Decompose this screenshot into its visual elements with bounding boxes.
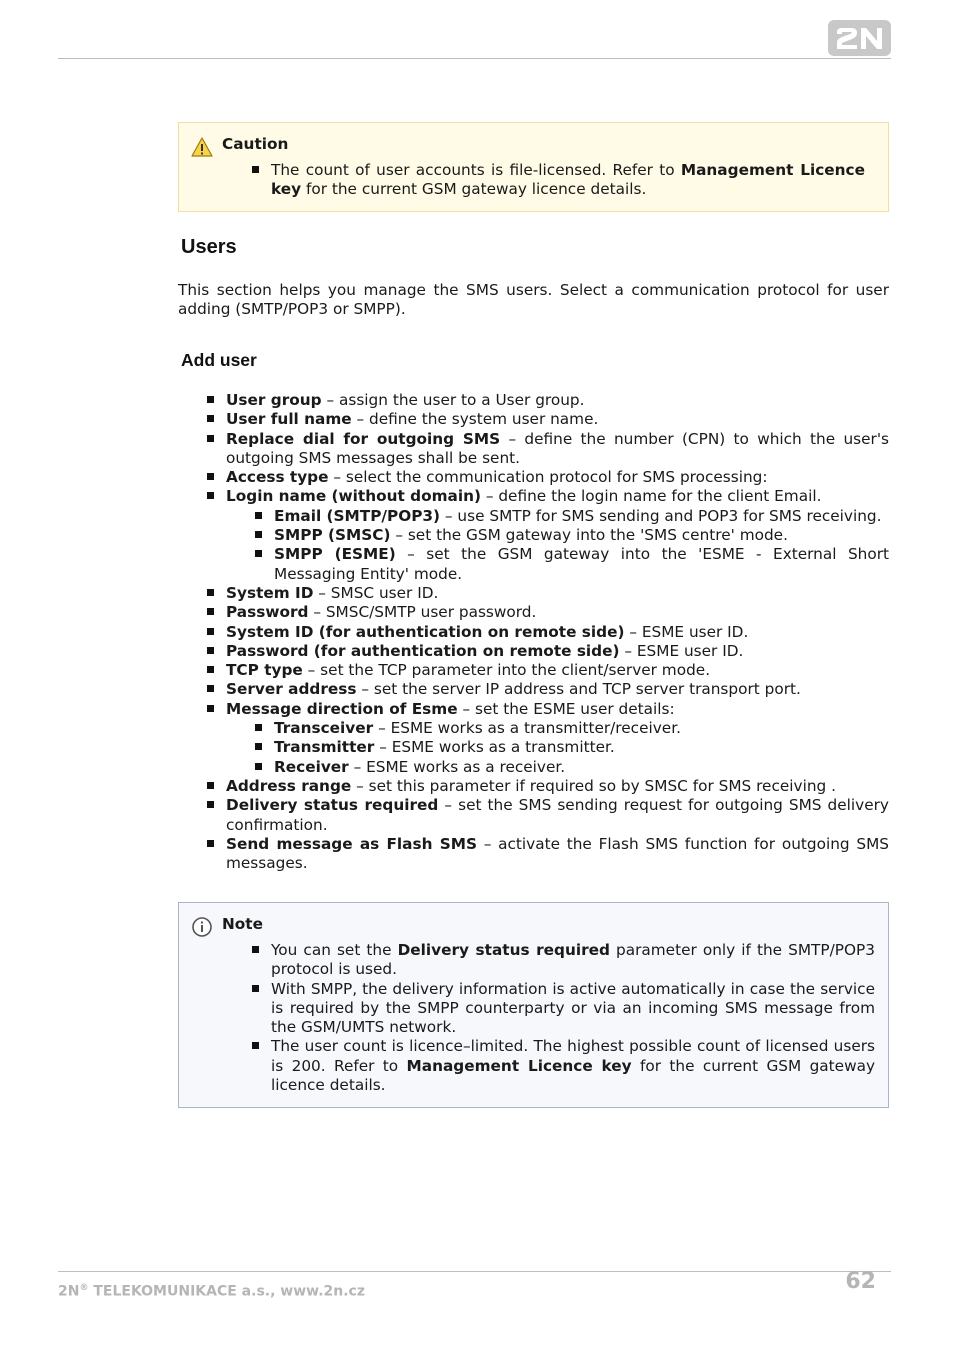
param-subitem: SMPP (SMSC) – set the GSM gateway into the 'SMS centre' mode. [274, 526, 889, 545]
param-item: Password (for authentication on remote side) – ESME user ID. [226, 642, 889, 661]
param-item: Address range – set this parameter if required so by SMSC for SMS receiving . [226, 777, 889, 796]
warning-icon [191, 136, 213, 158]
param-subitem: Transmitter – ESME works as a transmitter. [274, 738, 889, 757]
param-item: Send message as Flash SMS – activate the Flash SMS function for outgoing SMS messages. [226, 834, 889, 873]
section-intro: This section helps you manage the SMS users. Select a communication protocol for user adding (SMTP/POP3 or SMPP). [178, 281, 889, 319]
page-number: 62 [845, 1269, 876, 1294]
note-item: With SMPP, the delivery information is active automatically in case the service is required by the SMPP counterparty or via an incoming SMS message from the GSM/UMTS network. [271, 979, 875, 1037]
param-item: Login name (without domain) – define the login name for the client Email. Email (SMTP/POP3) – use SMTP for SMS sending and POP3 for SMS receiving. SMPP (SMSC) – set the GSM gateway into the 'SMS centre' mode. SMPP (ESME) – set the GSM gateway into the 'ESME - External Short Messaging Entity' mode. [226, 487, 890, 583]
param-item: System ID – SMSC user ID. [226, 584, 889, 603]
section-title: Users [181, 236, 237, 258]
param-item: Server address – set the server IP address and TCP server transport port. [226, 680, 889, 699]
footer-company: 2N® TELEKOMUNIKACE a.s., www.2n.cz [58, 1283, 365, 1300]
note-title: Note [222, 915, 263, 933]
param-item: User group – assign the user to a User group. [226, 391, 889, 410]
param-item: Delivery status required – set the SMS sending request for outgoing SMS delivery confirmation. [226, 796, 889, 834]
param-subitem: Email (SMTP/POP3) – use SMTP for SMS sending and POP3 for SMS receiving. [274, 507, 889, 526]
access-type-sublist [226, 507, 889, 584]
info-icon [191, 916, 213, 938]
param-subitem: SMPP (ESME) – set the GSM gateway into the 'ESME - External Short Messaging Entity' mode. [274, 545, 890, 583]
param-subitem: Transceiver – ESME works as a transmitter/receiver. [274, 719, 889, 738]
header-rule [58, 58, 891, 59]
parameter-list [226, 391, 889, 873]
param-item: Message direction of Esme – set the ESME user details: Transceiver – ESME works as a transmitter/receiver. Transmitter – ESME works as a transmitter. Receiver – ESME works as a receiver. [226, 700, 889, 777]
param-item: Replace dial for outgoing SMS – define the number (CPN) to which the user's outgoing SMS messages shall be sent. [226, 429, 889, 467]
param-item: User full name – define the system user name. [226, 410, 889, 429]
note-list [271, 941, 875, 1095]
esme-direction-sublist [226, 719, 889, 777]
note-box [178, 902, 889, 1108]
caution-item: The count of user accounts is file-licensed. Refer to Management Licence key for the current GSM gateway licence details. [271, 161, 865, 199]
footer-rule [58, 1271, 891, 1272]
caution-list [271, 161, 865, 200]
param-item: Access type – select the communication protocol for SMS processing: [226, 468, 889, 487]
param-subitem: Receiver – ESME works as a receiver. [274, 758, 889, 777]
param-item: Password – SMSC/SMTP user password. [226, 603, 889, 622]
caution-box [178, 122, 889, 212]
param-item: TCP type – set the TCP parameter into the client/server mode. [226, 661, 889, 680]
note-item: You can set the Delivery status required parameter only if the SMTP/POP3 protocol is used. [271, 941, 875, 979]
note-item: The user count is licence–limited. The highest possible count of licensed users is 200. Refer to Management Licence key for the current GSM gateway licence details. [271, 1037, 876, 1095]
caution-title: Caution [222, 135, 289, 153]
subsection-title: Add user [181, 350, 257, 370]
2n-logo [828, 20, 891, 56]
param-item: System ID (for authentication on remote side) – ESME user ID. [226, 623, 889, 642]
